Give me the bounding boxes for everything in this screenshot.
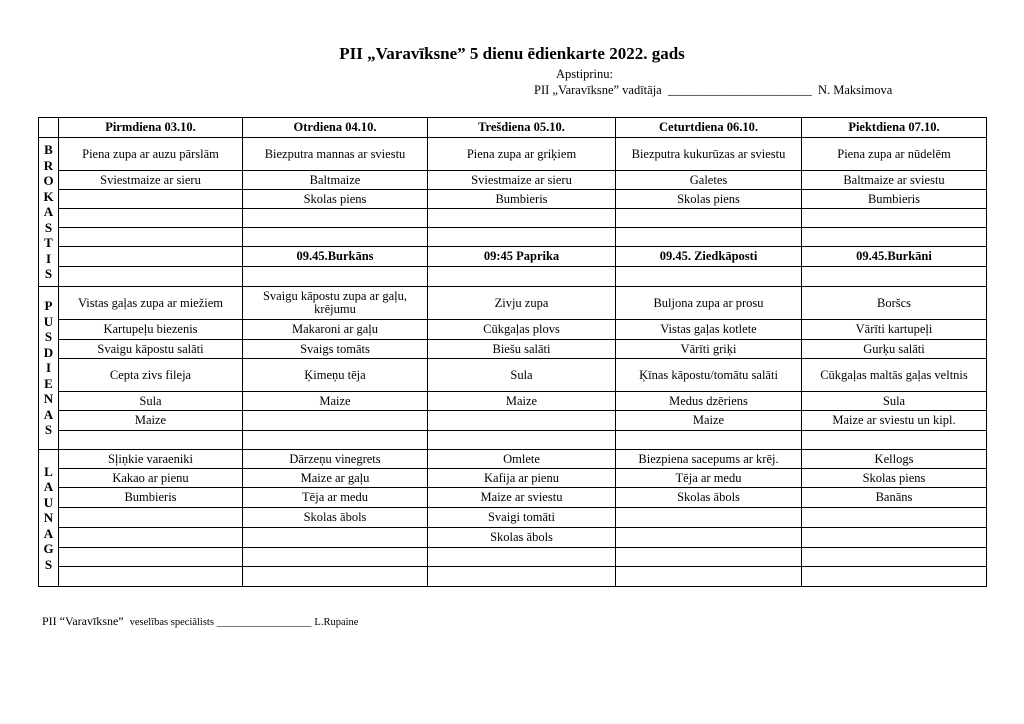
section-letter: S [44, 219, 53, 235]
menu-cell: Biezpiena sacepums ar krēj. [616, 450, 802, 469]
menu-cell: 09:45 Paprika [428, 247, 616, 267]
menu-cell: Vārīti kartupeļi [802, 320, 987, 340]
menu-cell [802, 267, 987, 287]
menu-cell: Maize [59, 411, 243, 431]
menu-cell [616, 209, 802, 228]
menu-cell [243, 528, 428, 548]
menu-cell: Kakao ar pienu [59, 469, 243, 488]
menu-cell: Maize ar gaļu [243, 469, 428, 488]
menu-cell: Skolas piens [802, 469, 987, 488]
section-letter: R [43, 157, 54, 173]
menu-row-snack [39, 450, 987, 469]
menu-cell [616, 228, 802, 247]
menu-cell: Omlete [428, 450, 616, 469]
menu-cell: Maize ar sviestu [428, 488, 616, 508]
menu-cell: Medus dzēriens [616, 392, 802, 411]
menu-cell: Maize [616, 411, 802, 431]
menu-row-snack [39, 508, 987, 528]
menu-cell: Cūkgaļas plovs [428, 320, 616, 340]
menu-cell [428, 209, 616, 228]
menu-row-breakfast [39, 267, 987, 287]
header-row [39, 118, 987, 138]
menu-cell [243, 228, 428, 247]
section-letter: A [43, 525, 54, 541]
menu-cell [616, 548, 802, 567]
menu-cell: Ķīnas kāpostu/tomātu salāti [616, 359, 802, 392]
section-label-snack [39, 450, 59, 587]
menu-cell: Buljona zupa ar prosu [616, 287, 802, 320]
menu-cell: Skolas piens [616, 190, 802, 209]
menu-row-breakfast [39, 190, 987, 209]
menu-cell [428, 548, 616, 567]
menu-cell: Sula [802, 392, 987, 411]
menu-cell: Maize [428, 392, 616, 411]
menu-cell [59, 267, 243, 287]
menu-cell: Skolas piens [243, 190, 428, 209]
menu-table [38, 117, 987, 587]
menu-cell: Svaigu kāpostu zupa ar gaļu, krējumu [243, 287, 428, 320]
section-letter: A [43, 406, 54, 422]
menu-cell: Skolas ābols [243, 508, 428, 528]
menu-cell: Svaigu kāpostu salāti [59, 340, 243, 359]
day-header: Otrdiena 04.10. [243, 118, 428, 138]
menu-cell [802, 508, 987, 528]
menu-cell: Piena zupa ar auzu pārslām [59, 138, 243, 171]
menu-row-lunch [39, 287, 987, 320]
menu-cell [59, 209, 243, 228]
menu-cell [428, 567, 616, 587]
menu-cell [59, 567, 243, 587]
menu-cell: Bumbieris [428, 190, 616, 209]
footer-role: veselības speciālists [129, 617, 214, 628]
menu-cell: Cepta zivs fileja [59, 359, 243, 392]
section-letter: G [43, 541, 54, 557]
menu-row-lunch [39, 320, 987, 340]
menu-cell: Baltmaize [243, 171, 428, 190]
menu-cell: Biezputra kukurūzas ar sviestu [616, 138, 802, 171]
menu-cell: Kafija ar pienu [428, 469, 616, 488]
menu-row-breakfast [39, 247, 987, 267]
menu-cell [616, 508, 802, 528]
menu-cell: Zivju zupa [428, 287, 616, 320]
menu-row-breakfast [39, 138, 987, 171]
menu-row-snack [39, 469, 987, 488]
section-letter: E [44, 375, 53, 391]
menu-cell [243, 209, 428, 228]
menu-cell [59, 247, 243, 267]
menu-cell [243, 411, 428, 431]
section-letter: L [44, 463, 53, 479]
menu-row-snack [39, 488, 987, 508]
menu-cell: Tēja ar medu [616, 469, 802, 488]
section-letter: B [44, 142, 53, 158]
menu-row-snack [39, 528, 987, 548]
menu-cell [243, 567, 428, 587]
menu-cell [428, 431, 616, 450]
menu-cell: Ķimeņu tēja [243, 359, 428, 392]
corner-cell [39, 118, 59, 138]
day-header: Trešdiena 05.10. [428, 118, 616, 138]
section-letter: U [43, 313, 54, 329]
approval-label: Apstiprinu: [556, 67, 613, 81]
menu-row-breakfast [39, 228, 987, 247]
menu-cell: Piena zupa ar nūdelēm [802, 138, 987, 171]
menu-cell [428, 228, 616, 247]
menu-cell: Maize [243, 392, 428, 411]
menu-cell [59, 508, 243, 528]
menu-cell: Vistas gaļas zupa ar miežiem [59, 287, 243, 320]
menu-cell: Sula [428, 359, 616, 392]
menu-cell [616, 431, 802, 450]
menu-row-lunch [39, 340, 987, 359]
menu-cell: Piena zupa ar griķiem [428, 138, 616, 171]
menu-cell [428, 411, 616, 431]
menu-cell [802, 209, 987, 228]
menu-cell [802, 228, 987, 247]
menu-cell [616, 567, 802, 587]
menu-cell: Kellogs [802, 450, 987, 469]
section-letter: S [44, 329, 53, 345]
menu-cell [243, 267, 428, 287]
section-letter: U [43, 494, 54, 510]
menu-cell: 09.45.Burkāni [802, 247, 987, 267]
section-letter: P [44, 298, 53, 314]
menu-cell: Svaigi tomāti [428, 508, 616, 528]
menu-cell: Bumbieris [802, 190, 987, 209]
menu-cell [59, 548, 243, 567]
menu-row-lunch [39, 411, 987, 431]
section-letter: S [44, 266, 53, 282]
menu-cell: Banāns [802, 488, 987, 508]
footer-name: L.Rupaine [314, 617, 359, 628]
menu-cell: Sviestmaize ar sieru [428, 171, 616, 190]
page-title: PII „Varavīksne” 5 dienu ēdienkarte 2022. gads [339, 44, 685, 63]
menu-cell: Makaroni ar gaļu [243, 320, 428, 340]
menu-cell: Boršcs [802, 287, 987, 320]
menu-row-snack [39, 567, 987, 587]
menu-cell: Sula [59, 392, 243, 411]
menu-cell [802, 548, 987, 567]
menu-cell [616, 267, 802, 287]
menu-cell: Vārīti griķi [616, 340, 802, 359]
menu-cell [59, 431, 243, 450]
menu-cell: Cūkgaļas maltās gaļas veltnis [802, 359, 987, 392]
footer [42, 614, 358, 629]
menu-row-lunch [39, 431, 987, 450]
menu-cell: 09.45.Burkāns [243, 247, 428, 267]
section-letter: N [43, 391, 54, 407]
section-letter: A [43, 479, 54, 495]
section-label-breakfast [39, 138, 59, 287]
menu-cell: Galetes [616, 171, 802, 190]
menu-cell [59, 228, 243, 247]
menu-cell [59, 528, 243, 548]
section-letter: K [43, 188, 54, 204]
footer-signature-line: __________________ [216, 617, 312, 628]
menu-cell: Maize ar sviestu un kipl. [802, 411, 987, 431]
section-letter: S [44, 556, 53, 572]
section-letter: D [43, 344, 54, 360]
menu-row-lunch [39, 359, 987, 392]
approval-signature-line: PII „Varavīksne” vadītāja _______________________ N. Maksimova [534, 83, 893, 97]
menu-cell: Tēja ar medu [243, 488, 428, 508]
menu-cell [802, 567, 987, 587]
menu-cell [243, 431, 428, 450]
menu-cell [802, 528, 987, 548]
menu-cell: Biešu salāti [428, 340, 616, 359]
menu-cell [428, 267, 616, 287]
menu-row-breakfast [39, 209, 987, 228]
section-letter: I [45, 250, 52, 266]
menu-cell: Biezputra mannas ar sviestu [243, 138, 428, 171]
menu-cell [243, 548, 428, 567]
section-letter: A [43, 204, 54, 220]
menu-cell: Kartupeļu biezenis [59, 320, 243, 340]
menu-row-lunch [39, 392, 987, 411]
menu-cell: Gurķu salāti [802, 340, 987, 359]
menu-cell [59, 190, 243, 209]
section-letter: N [43, 510, 54, 526]
section-letter: S [44, 422, 53, 438]
section-letter: O [43, 173, 54, 189]
footer-org: PII “Varavīksne” [42, 614, 124, 628]
menu-cell: Sviestmaize ar sieru [59, 171, 243, 190]
menu-row-snack [39, 548, 987, 567]
menu-row-breakfast [39, 171, 987, 190]
menu-cell: Dārzeņu vinegrets [243, 450, 428, 469]
day-header: Piektdiena 07.10. [802, 118, 987, 138]
menu-cell: Svaigs tomāts [243, 340, 428, 359]
menu-cell: Skolas ābols [428, 528, 616, 548]
day-header: Ceturtdiena 06.10. [616, 118, 802, 138]
menu-body [39, 138, 987, 587]
day-header: Pirmdiena 03.10. [59, 118, 243, 138]
menu-cell: Skolas ābols [616, 488, 802, 508]
section-letter: I [45, 360, 52, 376]
menu-cell [802, 431, 987, 450]
menu-cell: Bumbieris [59, 488, 243, 508]
menu-cell: Baltmaize ar sviestu [802, 171, 987, 190]
menu-cell [616, 528, 802, 548]
menu-cell: 09.45. Ziedkāposti [616, 247, 802, 267]
section-letter: T [44, 235, 53, 251]
menu-cell: Vistas gaļas kotlete [616, 320, 802, 340]
menu-cell: Sļiņkie varaeniki [59, 450, 243, 469]
section-label-lunch [39, 287, 59, 450]
